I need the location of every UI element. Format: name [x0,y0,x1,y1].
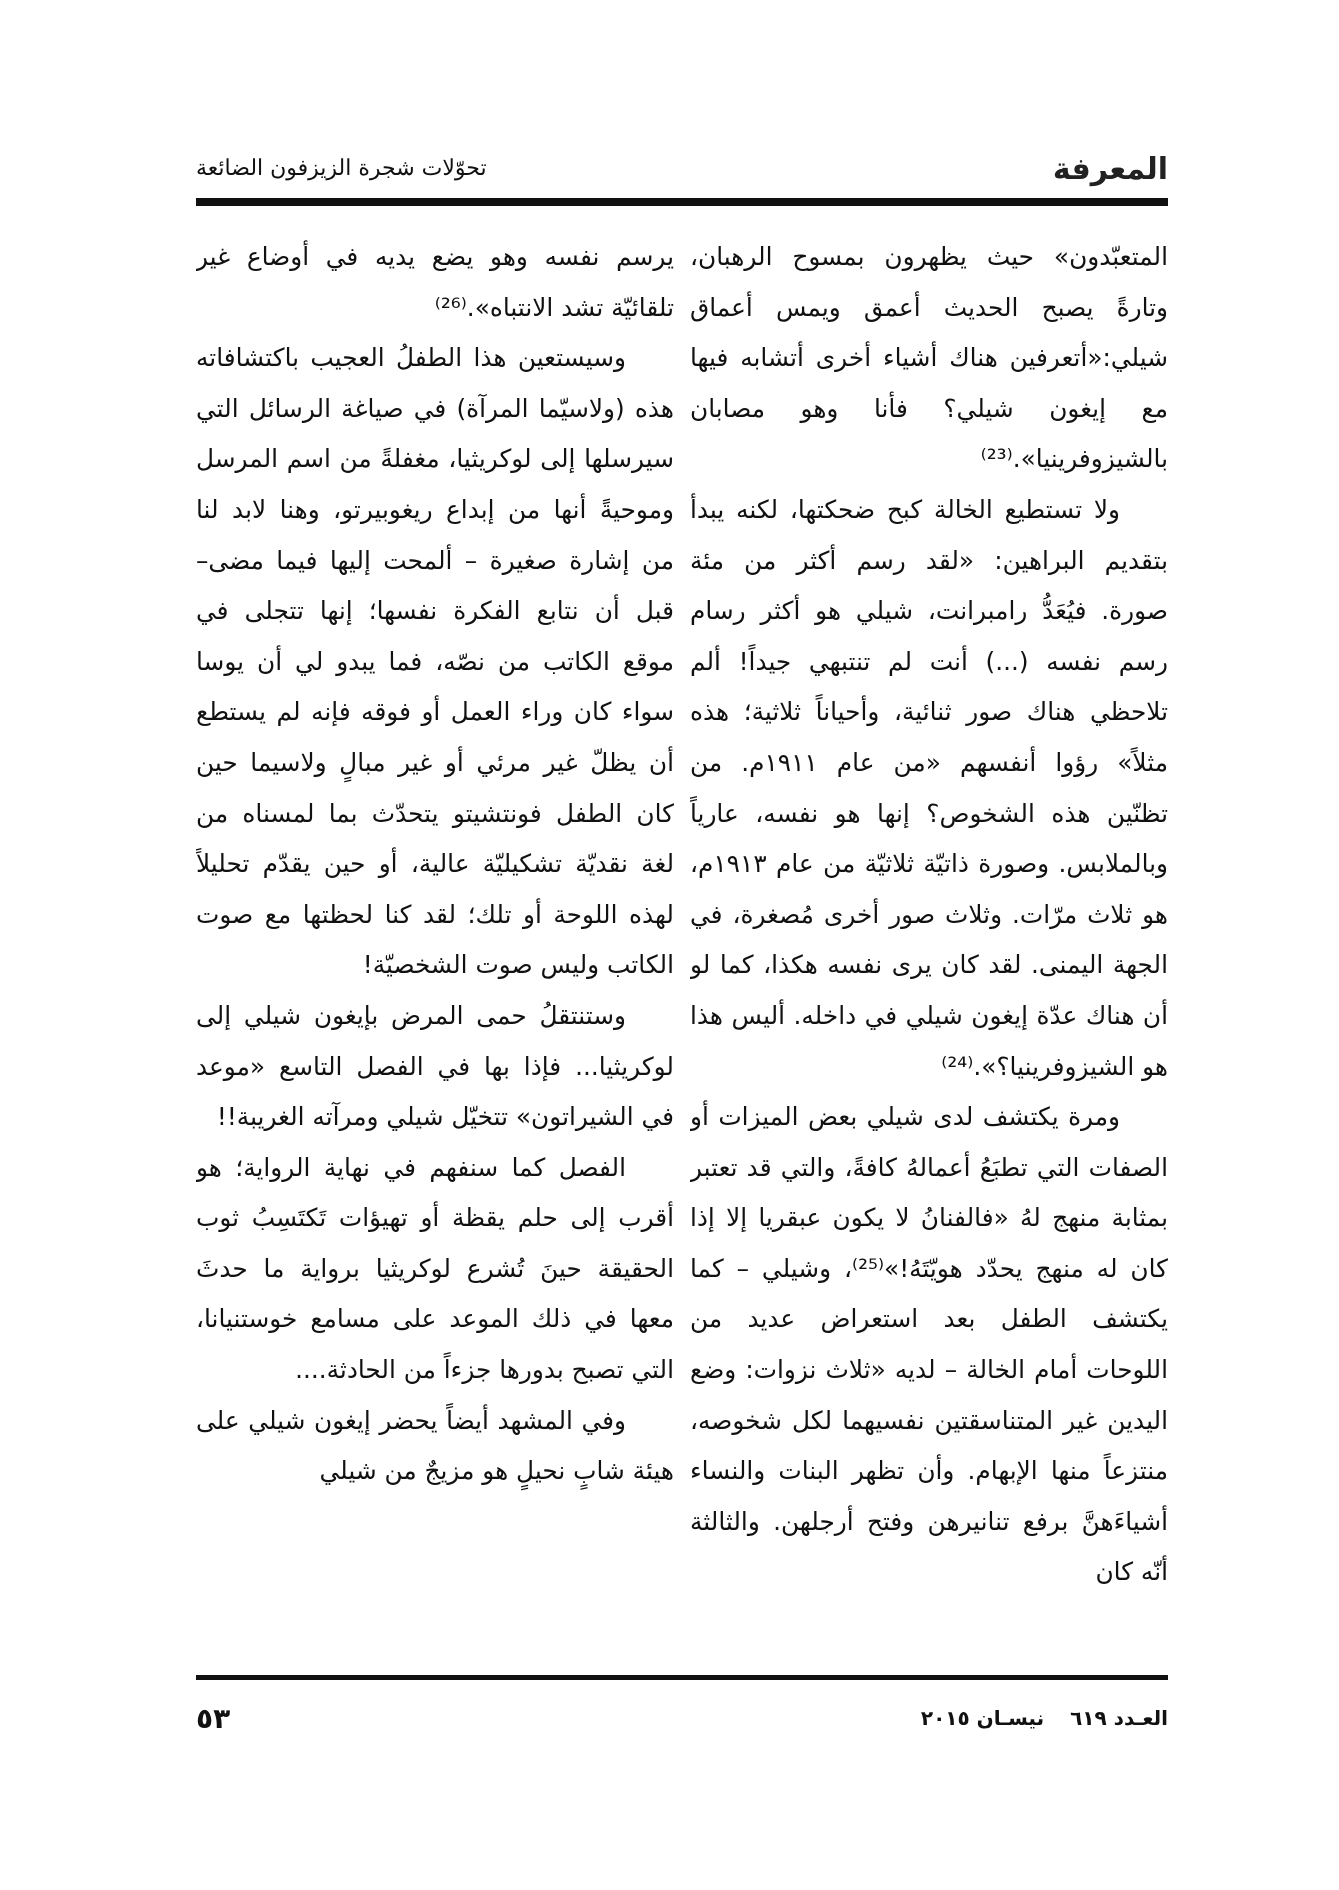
paragraph: ولا تستطيع الخالة كبح ضحكتها، لكنه يبدأ بتقديم البراهين: «لقد رسم أكثر من مئة صورة. فيُعَدُّ رامبرانت، شيلي هو أكثر رسام رسم نفسه (...) أنت لم تنتبهي جيداً! ألم تلاحظي هناك صور ثنائية، وأحياناً ثلاثية؛ هذه مثلاً» رؤوا أنفسهم «من عام ١٩١١م. من تظنّين هذه الشخوص؟ إنها هو نفسه، عارياً وبالملابس. وصورة ذاتيّة ثلاثيّة من عام ١٩١٣م، هو ثلاث مرّات. وثلاث صور أخرى مُصغرة، في الجهة اليمنى. لقد كان يرى نفسه هكذا، كما لو أن هناك عدّة إيغون شيلي في داخله. أليس هذا هو الشيزوفرينيا؟».⁽²⁴⁾ [690,494,1168,1081]
header-rule [196,198,1168,206]
left-column [196,232,674,1654]
issue-number: العـدد ٦١٩ [1070,1706,1168,1730]
paragraph: ومرة يكتشف لدى شيلي بعض الميزات أو الصفات التي تطبَعُ أعمالهُ كافةً، والتي قد تعتبر بمثابة منهج لهُ «فالفنانُ لا يكون عبقريا إلا إذا كان له منهج يحدّد هويّتَهُ!»⁽²⁵⁾، وشيلي – كما يكتشف الطفل بعد استعراض عديد من اللوحات أمام الخالة – لديه «ثلاث نزوات: وضع اليدين غير المتناسقتين نفسيهما لكل شخوصه، منتزعاً منها الإبهام. وأن تظهر البنات والنساء أشياءَهنَّ برفع تنانيرهن وفتح أرجلهن. والثالثة أنّه كان [690,1102,1168,1587]
running-title: تحوّلات شجرة الزيزفون الضائعة [196,156,487,181]
page-header [196,150,1168,190]
page-number: ٥٣ [196,1702,231,1735]
paragraph: المتعبّدون» حيث يظهرون بمسوح الرهبان، وتارةً يصبح الحديث أعمق ويمس أعماق شيلي:«أتعرفين هناك أشياء أخرى أتشابه فيها مع إيغون شيلي؟ فأنا وهو مصابان بالشيزوفرينيا».⁽²³⁾ [690,242,1168,474]
issue-date: نيسـان ٢٠١٥ [920,1706,1045,1730]
paragraph: وستنتقلُ حمى المرض بإيغون شيلي إلى لوكريثيا... فإذا بها في الفصل التاسع «موعد في الشيراتون» تتخيّل شيلي ومرآته الغريبة!! [196,1000,674,1132]
journal-logo: المعرفة [1052,152,1168,187]
issue-info [895,1706,1168,1730]
footer-rule [196,1675,1168,1680]
paragraph: وسيستعين هذا الطفلُ العجيب باكتشافاته هذه (ولاسيّما المرآة) في صياغة الرسائل التي سيرسلها إلى لوكريثيا، مغفلةً من اسم المرسل وموحيةً أنها من إبداع ريغوبيرتو، وهنا لابد لنا من إشارة صغيرة – ألمحت إليها فيما مضى–قبل أن نتابع الفكرة نفسها؛ إنها تتجلى في موقع الكاتب من نصّه، فما يبدو لي أن يوسا سواء كان وراء العمل أو فوقه فإنه لم يستطع أن يظلّ غير مرئي أو غير مبالٍ ولاسيما حين كان الطفل فونتشيتو يتحدّث بما لمسناه من لغة نقديّة تشكيليّة عالية، أو حين يقدّم تحليلاً لهذه اللوحة أو تلك؛ لقد كنا لحظتها مع صوت الكاتب وليس صوت الشخصيّة! [196,343,674,980]
right-column [690,232,1168,1654]
paragraph: وفي المشهد أيضاً يحضر إيغون شيلي على هيئة شابٍ نحيلٍ هو مزيجٌ من شيلي [196,1405,674,1486]
paragraph: يرسم نفسه وهو يضع يديه في أوضاع غير تلقائيّة تشد الانتباه».⁽²⁶⁾ [196,242,674,322]
paragraph: الفصل كما سنفهم في نهاية الرواية؛ هو أقرب إلى حلم يقظة أو تهيؤات تَكتَسِبُ ثوب الحقيقة حينَ تُشرع لوكريثيا برواية ما حدثَ معها في ذلك الموعد على مسامع خوستنيانا، التي تصبح بدورها جزءاً من الحادثة.... [196,1152,674,1385]
